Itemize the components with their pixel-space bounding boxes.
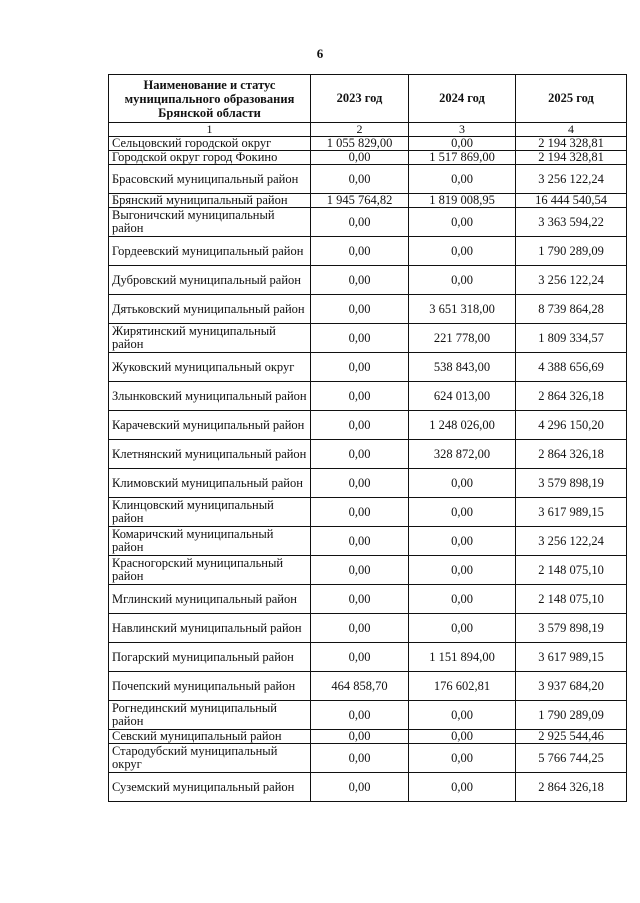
municipality-name-cell: Брасовский муниципальный район	[109, 165, 311, 194]
municipality-name-cell: Клетнянский муниципальный район	[109, 440, 311, 469]
table-row	[109, 194, 627, 208]
value-2023-cell: 0,00	[311, 527, 409, 556]
value-2023-cell: 0,00	[311, 773, 409, 802]
table-row	[109, 556, 627, 585]
value-2025-cell: 2 864 326,18	[516, 382, 627, 411]
value-2023-cell: 0,00	[311, 151, 409, 165]
value-2024-cell: 1 819 008,95	[409, 194, 516, 208]
value-2024-cell: 0,00	[409, 773, 516, 802]
value-2025-cell: 8 739 864,28	[516, 295, 627, 324]
municipality-name-cell: Сельцовский городской округ	[109, 137, 311, 151]
column-number: 3	[409, 123, 516, 137]
municipality-name-cell: Клинцовский муниципальный район	[109, 498, 311, 527]
column-number: 1	[109, 123, 311, 137]
value-2025-cell: 3 617 989,15	[516, 498, 627, 527]
header-year-2025: 2025 год	[516, 75, 627, 123]
municipality-name-cell: Дубровский муниципальный район	[109, 266, 311, 295]
table-row	[109, 266, 627, 295]
municipality-name-cell: Выгоничский муниципальный район	[109, 208, 311, 237]
value-2023-cell: 0,00	[311, 701, 409, 730]
value-2025-cell: 1 790 289,09	[516, 237, 627, 266]
value-2024-cell: 0,00	[409, 165, 516, 194]
value-2023-cell: 0,00	[311, 208, 409, 237]
header-municipality: Наименование и статус муниципального образования Брянской области	[109, 75, 311, 123]
municipality-name-cell: Стародубский муниципальный округ	[109, 744, 311, 773]
value-2023-cell: 0,00	[311, 324, 409, 353]
header-year-2023: 2023 год	[311, 75, 409, 123]
value-2023-cell: 0,00	[311, 643, 409, 672]
municipality-name-cell: Жуковский муниципальный округ	[109, 353, 311, 382]
value-2025-cell: 3 256 122,24	[516, 527, 627, 556]
municipality-name-cell: Гордеевский муниципальный район	[109, 237, 311, 266]
value-2025-cell: 2 864 326,18	[516, 773, 627, 802]
table-row	[109, 498, 627, 527]
table-row	[109, 527, 627, 556]
table-header-row	[109, 75, 627, 123]
value-2023-cell: 0,00	[311, 744, 409, 773]
table-row	[109, 730, 627, 744]
value-2025-cell: 3 256 122,24	[516, 165, 627, 194]
value-2025-cell: 3 256 122,24	[516, 266, 627, 295]
value-2023-cell: 0,00	[311, 295, 409, 324]
value-2023-cell: 0,00	[311, 614, 409, 643]
municipality-name-cell: Рогнединский муниципальный район	[109, 701, 311, 730]
municipality-name-cell: Дятьковский муниципальный район	[109, 295, 311, 324]
value-2023-cell: 0,00	[311, 165, 409, 194]
table-row	[109, 440, 627, 469]
value-2023-cell: 0,00	[311, 237, 409, 266]
value-2025-cell: 1 809 334,57	[516, 324, 627, 353]
value-2023-cell: 0,00	[311, 730, 409, 744]
value-2025-cell: 2 194 328,81	[516, 137, 627, 151]
header-year-2024: 2024 год	[409, 75, 516, 123]
table-row	[109, 165, 627, 194]
value-2024-cell: 0,00	[409, 469, 516, 498]
column-number: 2	[311, 123, 409, 137]
value-2023-cell: 0,00	[311, 498, 409, 527]
table-row	[109, 208, 627, 237]
value-2023-cell: 0,00	[311, 440, 409, 469]
column-number-row	[109, 123, 627, 137]
value-2025-cell: 3 579 898,19	[516, 469, 627, 498]
value-2025-cell: 3 617 989,15	[516, 643, 627, 672]
value-2024-cell: 538 843,00	[409, 353, 516, 382]
municipality-name-cell: Карачевский муниципальный район	[109, 411, 311, 440]
municipality-name-cell: Севский муниципальный район	[109, 730, 311, 744]
value-2024-cell: 0,00	[409, 701, 516, 730]
value-2024-cell: 0,00	[409, 556, 516, 585]
value-2024-cell: 328 872,00	[409, 440, 516, 469]
value-2024-cell: 0,00	[409, 266, 516, 295]
value-2025-cell: 1 790 289,09	[516, 701, 627, 730]
value-2024-cell: 0,00	[409, 498, 516, 527]
budget-table	[108, 74, 627, 802]
value-2025-cell: 3 937 684,20	[516, 672, 627, 701]
value-2024-cell: 0,00	[409, 237, 516, 266]
table-row	[109, 411, 627, 440]
value-2024-cell: 221 778,00	[409, 324, 516, 353]
municipality-name-cell: Климовский муниципальный район	[109, 469, 311, 498]
table-row	[109, 744, 627, 773]
value-2024-cell: 1 151 894,00	[409, 643, 516, 672]
value-2024-cell: 0,00	[409, 730, 516, 744]
municipality-name-cell: Погарский муниципальный район	[109, 643, 311, 672]
municipality-name-cell: Мглинский муниципальный район	[109, 585, 311, 614]
table-row	[109, 701, 627, 730]
table-row	[109, 382, 627, 411]
municipality-name-cell: Городской округ город Фокино	[109, 151, 311, 165]
value-2025-cell: 2 864 326,18	[516, 440, 627, 469]
value-2024-cell: 0,00	[409, 137, 516, 151]
value-2023-cell: 0,00	[311, 469, 409, 498]
municipality-name-cell: Красногорский муниципальный район	[109, 556, 311, 585]
table-row	[109, 237, 627, 266]
value-2024-cell: 0,00	[409, 585, 516, 614]
table-row	[109, 353, 627, 382]
table-row	[109, 585, 627, 614]
value-2025-cell: 2 148 075,10	[516, 556, 627, 585]
municipality-name-cell: Навлинский муниципальный район	[109, 614, 311, 643]
value-2024-cell: 624 013,00	[409, 382, 516, 411]
value-2025-cell: 2 925 544,46	[516, 730, 627, 744]
value-2023-cell: 0,00	[311, 556, 409, 585]
value-2023-cell: 0,00	[311, 353, 409, 382]
value-2023-cell: 0,00	[311, 585, 409, 614]
municipality-name-cell: Почепский муниципальный район	[109, 672, 311, 701]
value-2025-cell: 4 388 656,69	[516, 353, 627, 382]
value-2023-cell: 1 055 829,00	[311, 137, 409, 151]
page-number: 6	[316, 46, 324, 61]
value-2025-cell: 5 766 744,25	[516, 744, 627, 773]
table-row	[109, 614, 627, 643]
table-row	[109, 137, 627, 151]
value-2024-cell: 0,00	[409, 208, 516, 237]
value-2023-cell: 464 858,70	[311, 672, 409, 701]
table-row	[109, 672, 627, 701]
table-row	[109, 295, 627, 324]
value-2023-cell: 1 945 764,82	[311, 194, 409, 208]
value-2025-cell: 16 444 540,54	[516, 194, 627, 208]
municipality-name-cell: Суземский муниципальный район	[109, 773, 311, 802]
value-2025-cell: 2 148 075,10	[516, 585, 627, 614]
municipality-name-cell: Жирятинский муниципальный район	[109, 324, 311, 353]
value-2023-cell: 0,00	[311, 382, 409, 411]
value-2025-cell: 2 194 328,81	[516, 151, 627, 165]
table-row	[109, 643, 627, 672]
table-row	[109, 324, 627, 353]
column-number: 4	[516, 123, 627, 137]
municipality-name-cell: Брянский муниципальный район	[109, 194, 311, 208]
value-2025-cell: 3 579 898,19	[516, 614, 627, 643]
table-row	[109, 151, 627, 165]
value-2024-cell: 176 602,81	[409, 672, 516, 701]
value-2025-cell: 3 363 594,22	[516, 208, 627, 237]
value-2024-cell: 0,00	[409, 614, 516, 643]
value-2024-cell: 0,00	[409, 527, 516, 556]
table-row	[109, 773, 627, 802]
value-2024-cell: 1 517 869,00	[409, 151, 516, 165]
municipality-name-cell: Комаричский муниципальный район	[109, 527, 311, 556]
value-2024-cell: 3 651 318,00	[409, 295, 516, 324]
value-2024-cell: 1 248 026,00	[409, 411, 516, 440]
table-row	[109, 469, 627, 498]
value-2023-cell: 0,00	[311, 266, 409, 295]
value-2025-cell: 4 296 150,20	[516, 411, 627, 440]
municipality-name-cell: Злынковский муниципальный район	[109, 382, 311, 411]
value-2024-cell: 0,00	[409, 744, 516, 773]
value-2023-cell: 0,00	[311, 411, 409, 440]
